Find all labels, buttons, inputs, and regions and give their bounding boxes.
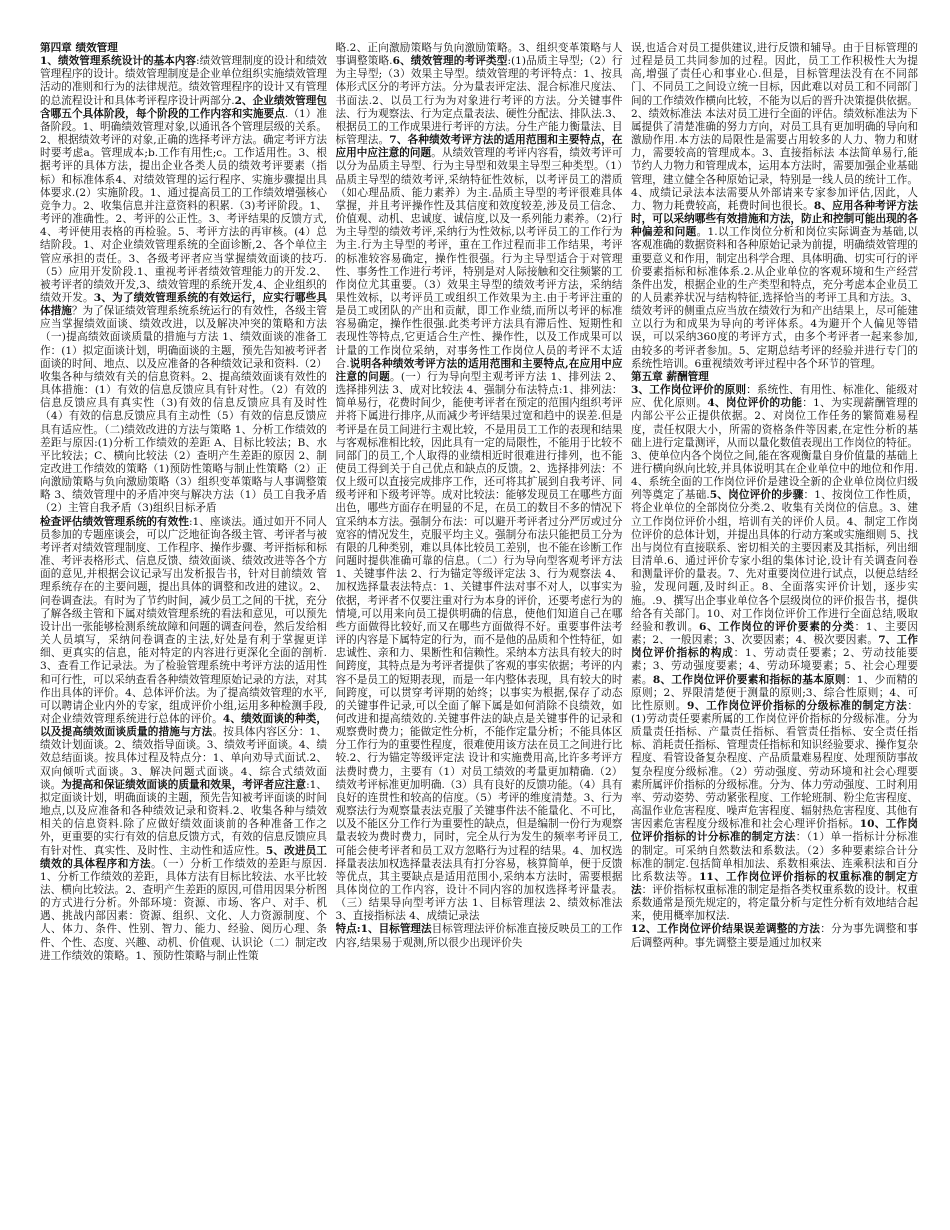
body-text: :1、座谈法。通过如开不同人员参加的专题座谈会，可以广泛地征询各级主管、考评者与被考评者对绩效管理制度、工作程序、操作步骤、考评指标和标准、考评表格形式、信息反馈、绩效面谈、绩效改进等各个方面的意见,并根据会议记录写出发析报告书，针对目前绩效 管理系统存在的主要问题，提出具体的调整和改进的建议。2、问卷调查法。有时为了节约时间，减少员工之间的干扰，充分了解各级主管和下属对绩效管理系统的看法和意见，可以预先设计出一张能够检测系统故障和问题的调查问卷，然后发给相关人员填写，采纳问卷调查的主法,好处是有利于掌握更详细、更真实的信息，能对特定的内容进行更深化全面的剖析.3、查看工作记录法。为了检验管理系统中考评方法的适用性和可行性，可以采纳查看各种绩效管理原始记录的方法，对其作出具体的评价。4、总体评价法。为了提高绩效管理的水平,可以聘请企业内外的专家，组成评价小组,运用多种检测手段,对企业绩效管理系统进行总体的评价。 [40,515,327,725]
bold-heading-text: 6、工作岗位的评价要素的分类 [699,620,855,633]
text-column-2 [336,42,623,1220]
bold-heading-text: 8、应用各种考评方法时，可以采纳哪些有效措施和方法，防止和控制可能出现的各种偏差和问题 [631,199,918,239]
bold-heading-text: 2、企业绩效管理包含哪五个具体阶段，每个阶段的工作内容和实施要点 [40,94,327,120]
body-text: :(1)品质主导型;（2）行为主导型;（3）效果主导型。绩效管理的考评特点：1、按具体形式区分的考评方法。分为量表评定法、混合标准尺度法、书面法.2、以员工行为为对象进行考评的方法。分关键事件法、行为观察法、行为定点量表法、硬性分配法、排队法.3、根据员工的工作成果进行考评的方法。分生产能力衡量法、目标管理法。 [335,55,623,147]
bold-heading-text: 9、工作岗位评价指标的分级标准的制定方法 [686,699,908,712]
bold-heading-text: 7、工作岗位评价指标的构成 [631,634,918,660]
body-text: 。按具体内容区分：1、绩效计划面谈。2、绩效指导面谈。3、绩效考评面谈。4、绩效总结面谈。按具体过程及特点分：1、单向劝导式面试.2、双向倾听式面谈。3、解决问题式面谈。4、综合式绩效面谈。 [40,726,327,791]
paragraph [40,55,327,515]
bold-heading-text: 为提高和保证绩效面谈的质量和效果，考评者应注意 [61,778,307,791]
bold-heading-text: 12、工作岗位评价结果误差调整的方法 [631,923,821,936]
paragraph [631,384,918,923]
body-text: :1、拟定面谈计划，明确面谈的主题，预先告知被考评面谈的时间地点,以及应准备和各种绩效记录和资料.2、收集各种与绩效相关的信息资料.除了应做好绩效面谈前的各种准备工作之外，更重要的实行有效的信息反馈方式，有效的信息反馈应具有针对性、真实性、及时性、主动性和适应性。 [40,778,327,857]
body-text: 。1.以工作岗位分析和岗位实际调查为基础,以客观准确的数据资料和各种原始记录为前提，明确绩效管理的重要意义和作用，制定出科学合理、具体明确、切实可行的评价要素指标和标准体系.2.从企业单位的客观环境和生产经营条件出发，根据企业的生产类型和特点，充分考虑本企业员工的人员素养状况与结构特征,选择恰当的考评工具和方法。3、绩效考评的侧重点应当放在绩效行为和产出结果上，尽可能建立以行为和成果为导向的考评体系。4为避开个人偏见等错误，可以采纳360度的考评方式，由多个考评者一起来参加,由较多的考评者参加。5、定期总结考评的经验并进行专门的系统性培训。6重视绩效考评过程中各个环节的管理。 [631,226,918,370]
bold-heading-text: 1、绩效管理系统设计的基本内容 [40,55,197,68]
body-text: 目标管理法评价标准直接反映员工的工作内容,结果易于观测,所以很少出现评价失 [335,923,623,949]
body-text: 。从绩效管理的考评内容看，绩效考评可以分为品质主导型、行为主导型和效果主导型三种类型。（1）品质主导型的绩效考评,采纳特征性效标，以考评员工的潜质（如心理品质、能力素养）为主.品质主导型的考评很难具体掌握，并且考评操作性及其信度和效度较差,涉及员工信念、价值观、动机、忠诚度、诚信度,以及一系列能力素养。（2)行为主导型的绩效考评,采纳行为性效标,以考评员工的工作行为为主.行为主导型的考评，重在工作过程而非工作结果，考评的标准较容易确定，操作性很强。行为主导型适合于对管理性、事务性工作进行考评，特别是对人际接触和交往频繁的工作岗位尤其重要。（3）效果主导型的绩效考评方法，采纳结果性效标，以考评员工或组织工作效果为主.由于考评注重的是员工或团队的产出和贡献，即工作业绩,而所以考评的标准容易确定，操作性很强.此类考评方法具有滞后性、短期性和表现性等特点,它更适合生产性、操作性，以及工作成果可以计量的工作岗位采纳，对事务性工作岗位人员的考评不太适合. [335,147,623,370]
body-text: ：1、主要因素；2、一般因素；3、次要因素；4、极次要因素。 [631,620,918,647]
body-text: ：（1）单一指标计分标准的制定。可采纳自然数法和系数法。（2）多种要素综合计分标准的制定.包括简单相加法、系数相乘法、连乘积法和百分比系数法等。 [631,831,918,883]
body-text: ？为了保证绩效管理系统系统运行的有效性，各级主管应当掌握绩效面谈、绩效改进，以及解决冲突的策略和方法（一)提高绩效面谈质量的措施与方法 1、绩效面谈的准备工作：(1）拟定面谈计划，明确面谈的主题，预先告知被考评者面谈的时间、地点、以及应准备的各种绩效记录和资料.（2）收集各种与绩效有关的信息资料。2、提高绩效面谈有效性的具体措施：(1）有效的信息反馈应具有针对性。（2）有效的信息反馈应具有真实性（3)有效的信息反馈应具有及时性（4）有效的信息反馈应具有主动性（5）有效的信息反馈应具有适应性。（二)绩效改进的方法与策略 1、分析工作绩效的差距与原因:(1)分析工作绩效的差距 A、目标比较法；B、水平比较法；C、横向比较法（2）查明产生差距的原因 2、制定改进工作绩效的策略（1)预防性策略与制止性策略（2）正向激励策略与负向激励策略（3）组织变革策略与人事调整策略 3、绩效管理中的矛盾冲突与解决方法（1）员工自我矛盾（2）主管自我矛盾（3)组织目标矛盾 [40,305,327,515]
text-column-3 [631,42,918,1220]
paragraph [40,516,327,963]
body-text: ：1、少而精的原则；2、界限清楚便于测量的原则;3、综合性原则；4、可比性原则。 [631,673,918,712]
bold-heading-text: 检查评估绩效管理系统的有效性 [40,515,189,528]
paragraph [631,923,918,949]
bold-heading-text: 8、工作岗位评价要素和指标的基本原则 [652,673,846,686]
body-text: ：1、为实现薪酬管理的内部公平公正提供依据。2、对岗位工作任务的繁简难易程度，责任权限大小，所需的资格条件等因素,在定性分析的基础上进行定量测评，从而以量化数值表现出工作岗位的特征。3、使单位内各个岗位之间,能在客观衡量自身价值量的基础上进行横向纵向比较,并具体说明其在企业单位中的地位和作用.4、系统全面的工作岗位评价是建设全新的企业单位岗位归级列等奠定了基础. [631,397,918,502]
body-text: ：(1)劳动责任要素所属的工作岗位评价指标的分级标准。分为质量责任指标、产量责任指标、看管责任指标、安全责任指标、消耗责任指标、管理责任指标和知识经验要求、操作复杂程度、看管设备复杂程度、产品质量难易程度、处理预防事故复杂程度分级标准。（2）劳动强度、劳动环境和社会心理要素所属评价指标的分级标准。分为、体力劳动强度、工时利用率、劳动姿势、劳动紧张程度、工作轮班制、粉尘危害程度、高温作业危害程度、噪声危害程度、辐射热危害程度、其他有害因素危害程度分级标准和社会心理评价指标。 [631,699,918,831]
bold-heading-text: 4、岗位评价的功能 [707,397,803,410]
body-text: ：分为事先调整和事后调整两种。事先调整主要是通过加权来 [631,923,918,949]
chapter-title: 第四章 绩效管理 [40,42,118,54]
body-text: ：评价指标权重标准的制定是指各类权重系数的设计。权重系数通常是预先规定的，将定量分析与定性分析有效地结合起来，使用概率加权法. [631,884,918,923]
paragraph [631,371,918,384]
paragraph [336,923,623,949]
bold-heading-text: 11、工作岗位评价指标的权重标准的制定方法 [631,870,918,896]
body-text: .（1）准备阶段。1、明确绩效管理对象,以通讯各个管理层级的关系。2、根据绩效考评的对象,正确的选择考评方法。确定考评方法时要考虑a。管理成本;b.工作有用性;c。工作适用性。3、根据考评的具体方法，提出企业各类人员的绩效考评要素（指标）和标准体系4、对绩效管理的运行程序、实施步骤提出具体要求.(2）实施阶段。1、通过提高员工的工作绩效增强核心竞争力。2、收集信息并注意资料的积累.（3)考评阶段。1、考评的准确性。2、考评的公正性。3、考评结果的反馈方式,4、考评使用表格的再检验。5、考评方法的再审核。(4）总结阶段。1、对企业绩效管理系统的全面诊断,2、各个单位主管应承担的责任。3、各级考评者应当掌握绩效面谈的技巧.（5）应用开发阶段.1、重视考评者绩效管理能力的开发.2、被考评者的绩效开发,3、绩效管理的系统开发,4、企业组织的绩效开发。 [40,107,327,304]
bold-heading-text: 4、绩效面谈的种类，以及提高绩效面谈质量的措施与方法 [40,712,327,739]
paragraph [336,42,623,923]
body-text: 误,也适合对员工提供建议,进行反馈和辅导。由于目标管理的过程是员工共同参加的过程。因此，员工工作积极性大为提高,增强了责任心和事业心.但是，目标管理法没有在不同部门、不同员工之间设立统一目标，因此难以对员工和不同部门间的工作绩效作横向比较，不能为以后的晋升决策提供依据。2、绩效标准法 本法对员工进行全面的评估。绩效标准法为下属提供了清楚准确的努力方向，对员工具有更加明确的导向和激励作用.本方法的局限性是需要占用较多的人力、物力和财力，需要较高的管理成本。3、直接指标法 本法简单易行,能节约人力物力和管理成本，运用本方法时，需要加强企业基础管理，建立健全各种原始记录，特别是一线人员的统计工作。4、成绩记录法本法需要从外部请来专家参加评估,因此，人力、物力耗费较高，耗费时间也很长。 [631,42,918,212]
body-text: ：1、按岗位工作性质，将企业单位的全部岗位分类.2、收集有关岗位的信息。3、建立工作岗位评价小组，培训有关的评价人员。4、制定工作岗位评价的总体计划，并提出具体的行动方案或实施细则 5、找出与岗位有直接联系、密切相关的主要因素及其指标，列出细目清单.6、通过评价专家小组的集体讨论,设计有关调查问卷和测量评价的量表。7、先对重要岗位进行试点，以便总结经验，发现问题,及时纠正。8、全面落实评价计划，逐步实施。.9、撰写出企事业单位各个层级岗位的评价报告书，提供给各有关部门。10、对工作岗位评价工作进行全面总结,吸取经验和教训。 [631,489,918,633]
paragraph [631,42,918,371]
bold-heading-text: 6、绩效管理的考评类型 [392,55,508,68]
body-text: 略.2、正向激励策略与负向激励策略。3、组织变革策略与人事调整策略. [335,42,623,68]
body-text: ：1、劳动责任要素；2、劳动技能要素；3、劳动强度要素；4、劳动环境要素；5、社会心理要素。 [631,647,918,686]
bold-heading-text: 说明各种绩效考评方法的适用范围和主要特点,在应用中应注意的问题 [335,357,623,383]
bold-heading-text: 5、改进员工绩效的具体程序和方法 [40,844,327,870]
bold-heading-text: 第五章 薪酬管理 [631,370,709,383]
bold-heading-text: 7、各种绩效考评方法的适用范围和主要特点，在应用中应注意的问题 [335,134,623,160]
text-column-1 [40,42,327,1220]
bold-heading-text: 5、岗位评价的步骤 [709,489,804,502]
body-text: :绩效管理制度的设计和绩效管理程序的设计。绩效管理制度是企业单位组织实施绩效管理活动的准则和行为的法律规范。绩效管理程序的设计又有管理的总流程设计和具体考评程序设计两部分. [40,55,327,107]
bold-heading-text: 3、工作岗位评价的原则 [631,384,747,397]
body-text: 。（一）分析工作绩效的差距与原因.1、分析工作绩效的差距，具体方法有目标比较法、水平比较法、横向比较法。2、查明产生差距的原因,可借用因果分析图的方式进行分析。外部环境：资源、市场、客户、对手、机遇、挑战内部因素：资源、组织、文化、人力资源制度、个人、体力、条件、性别、智力、能力、经验、阅历心理、条件、个性、态度、兴趣、动机、价值观、认识论（二）制定改进工作绩效的策略。1、预防性策略与制止性策 [40,857,327,962]
body-text: 。(一）行为导向型主观考评方法 1、排列法 2、选择排列法 3、成对比较法 4、强制分布法特点:1、排列法：简单易行，花费时间少，能使考评者在预定的范围内组织考评并将下属进行排序,从而减少考评结果过宽和趋中的误差.但是考评是在员工间进行主观比较，不是用员工工作的表现和结果与客观标准相比较，因此具有一定的局限性，不能用于比较不同部门的员工,个人取得的业绩相近时很难进行排列，也不能使员工得到关于自己优点和缺点的反馈。2、选择排列法：不仅上级可以直接完成排序工作，还可将其扩展到自我考评、同级考评和下级考评等。成对比较法：能够发现员工在哪些方面出色，哪些方面存在明显的不足，在员工的数目不多的情况下宜采纳本方法。强制分布法：可以避开考评者过分严厉或过分宽容的情况发生，克服平均主义。强制分布法只能把员工分为有限的几种类别，难以具体比较员工差别，也不能在诊断工作问题时提供准确可靠的信息。（二）行为导向型客观考评方法 1、关键事件法 2、行为锚定等级评定法 3、行为观察法 4、加权选择量表法特点：1、关键事件法对事不对人，以事实为依据，考评者不仅要注重对行为本身的评价，还要考虑行为的情境,可以用来向员工提供明确的信息，使他们知道自己在哪些方面做得比较好,而又在哪些方面做得不好。重要事件法考评的内容是下属特定的行为，而不是他的品质和个性特征，如忠诚性、亲和力、果断性和信赖性。采纳本方法具有较大的时间跨度，其特点是为考评者提供了客观的事实依据；考评的内容不是员工的短期表现，而是一年内整体表现，具有较大的时间跨度，可以贯穿考评期的始终；以事实为根据,保存了动态的关键事件记录,可以全面了解下属是如何消除不良绩效，如何改进和提高绩效的.关键事件法的缺点是关键事件的记录和观察费时费力；能做定性分析，不能作定量分析；不能具体区分工作行为的重要性程度，很难使用该方法在员工之间进行比较.2、行为锚定等级评定法 设计和实施费用高,比许多考评方法费时费力，主要有（1）对员工绩效的考量更加精确.（2）绩效考评标准更加明确.（3）具有良好的反馈功能。（4）具有良好的连贯性和较高的信度。（5）考评的维度清楚。3、行为观察法行为观察量表法克服了关键事件法不能量化、不可比，以及不能区分工作行为重要性的缺点，但是编制一份行为观察量表较为费时费力，同时，完全从行为发生的频率考评员工,可能会使考评者和员工双方忽略行为过程的结果。4、加权选择量表法加权选择量表法具有打分容易，核算简单，便于反馈等优点，其主要缺点是适用范围小,采纳本方法时，需要根据具体岗位的工作内容，设计不同内容的加权选择考评量表。（三）结果导向型考评方法 1、目标管理法 2、绩效标准法 3、直接指标法 4、成绩记录法 [335,370,623,923]
document-page [40,42,918,1220]
body-text: ：系统性、有用性、标准化、能级对应、优化原则。 [631,384,918,410]
bold-heading-text: 特点:1、目标管理法 [335,923,432,936]
bold-heading-text: 10、工作岗位评价指标的计分标准的制定方法 [631,818,918,844]
bold-heading-text: 3、为了绩效管理系统的有效运行，应实行哪些具体措施 [40,291,327,318]
